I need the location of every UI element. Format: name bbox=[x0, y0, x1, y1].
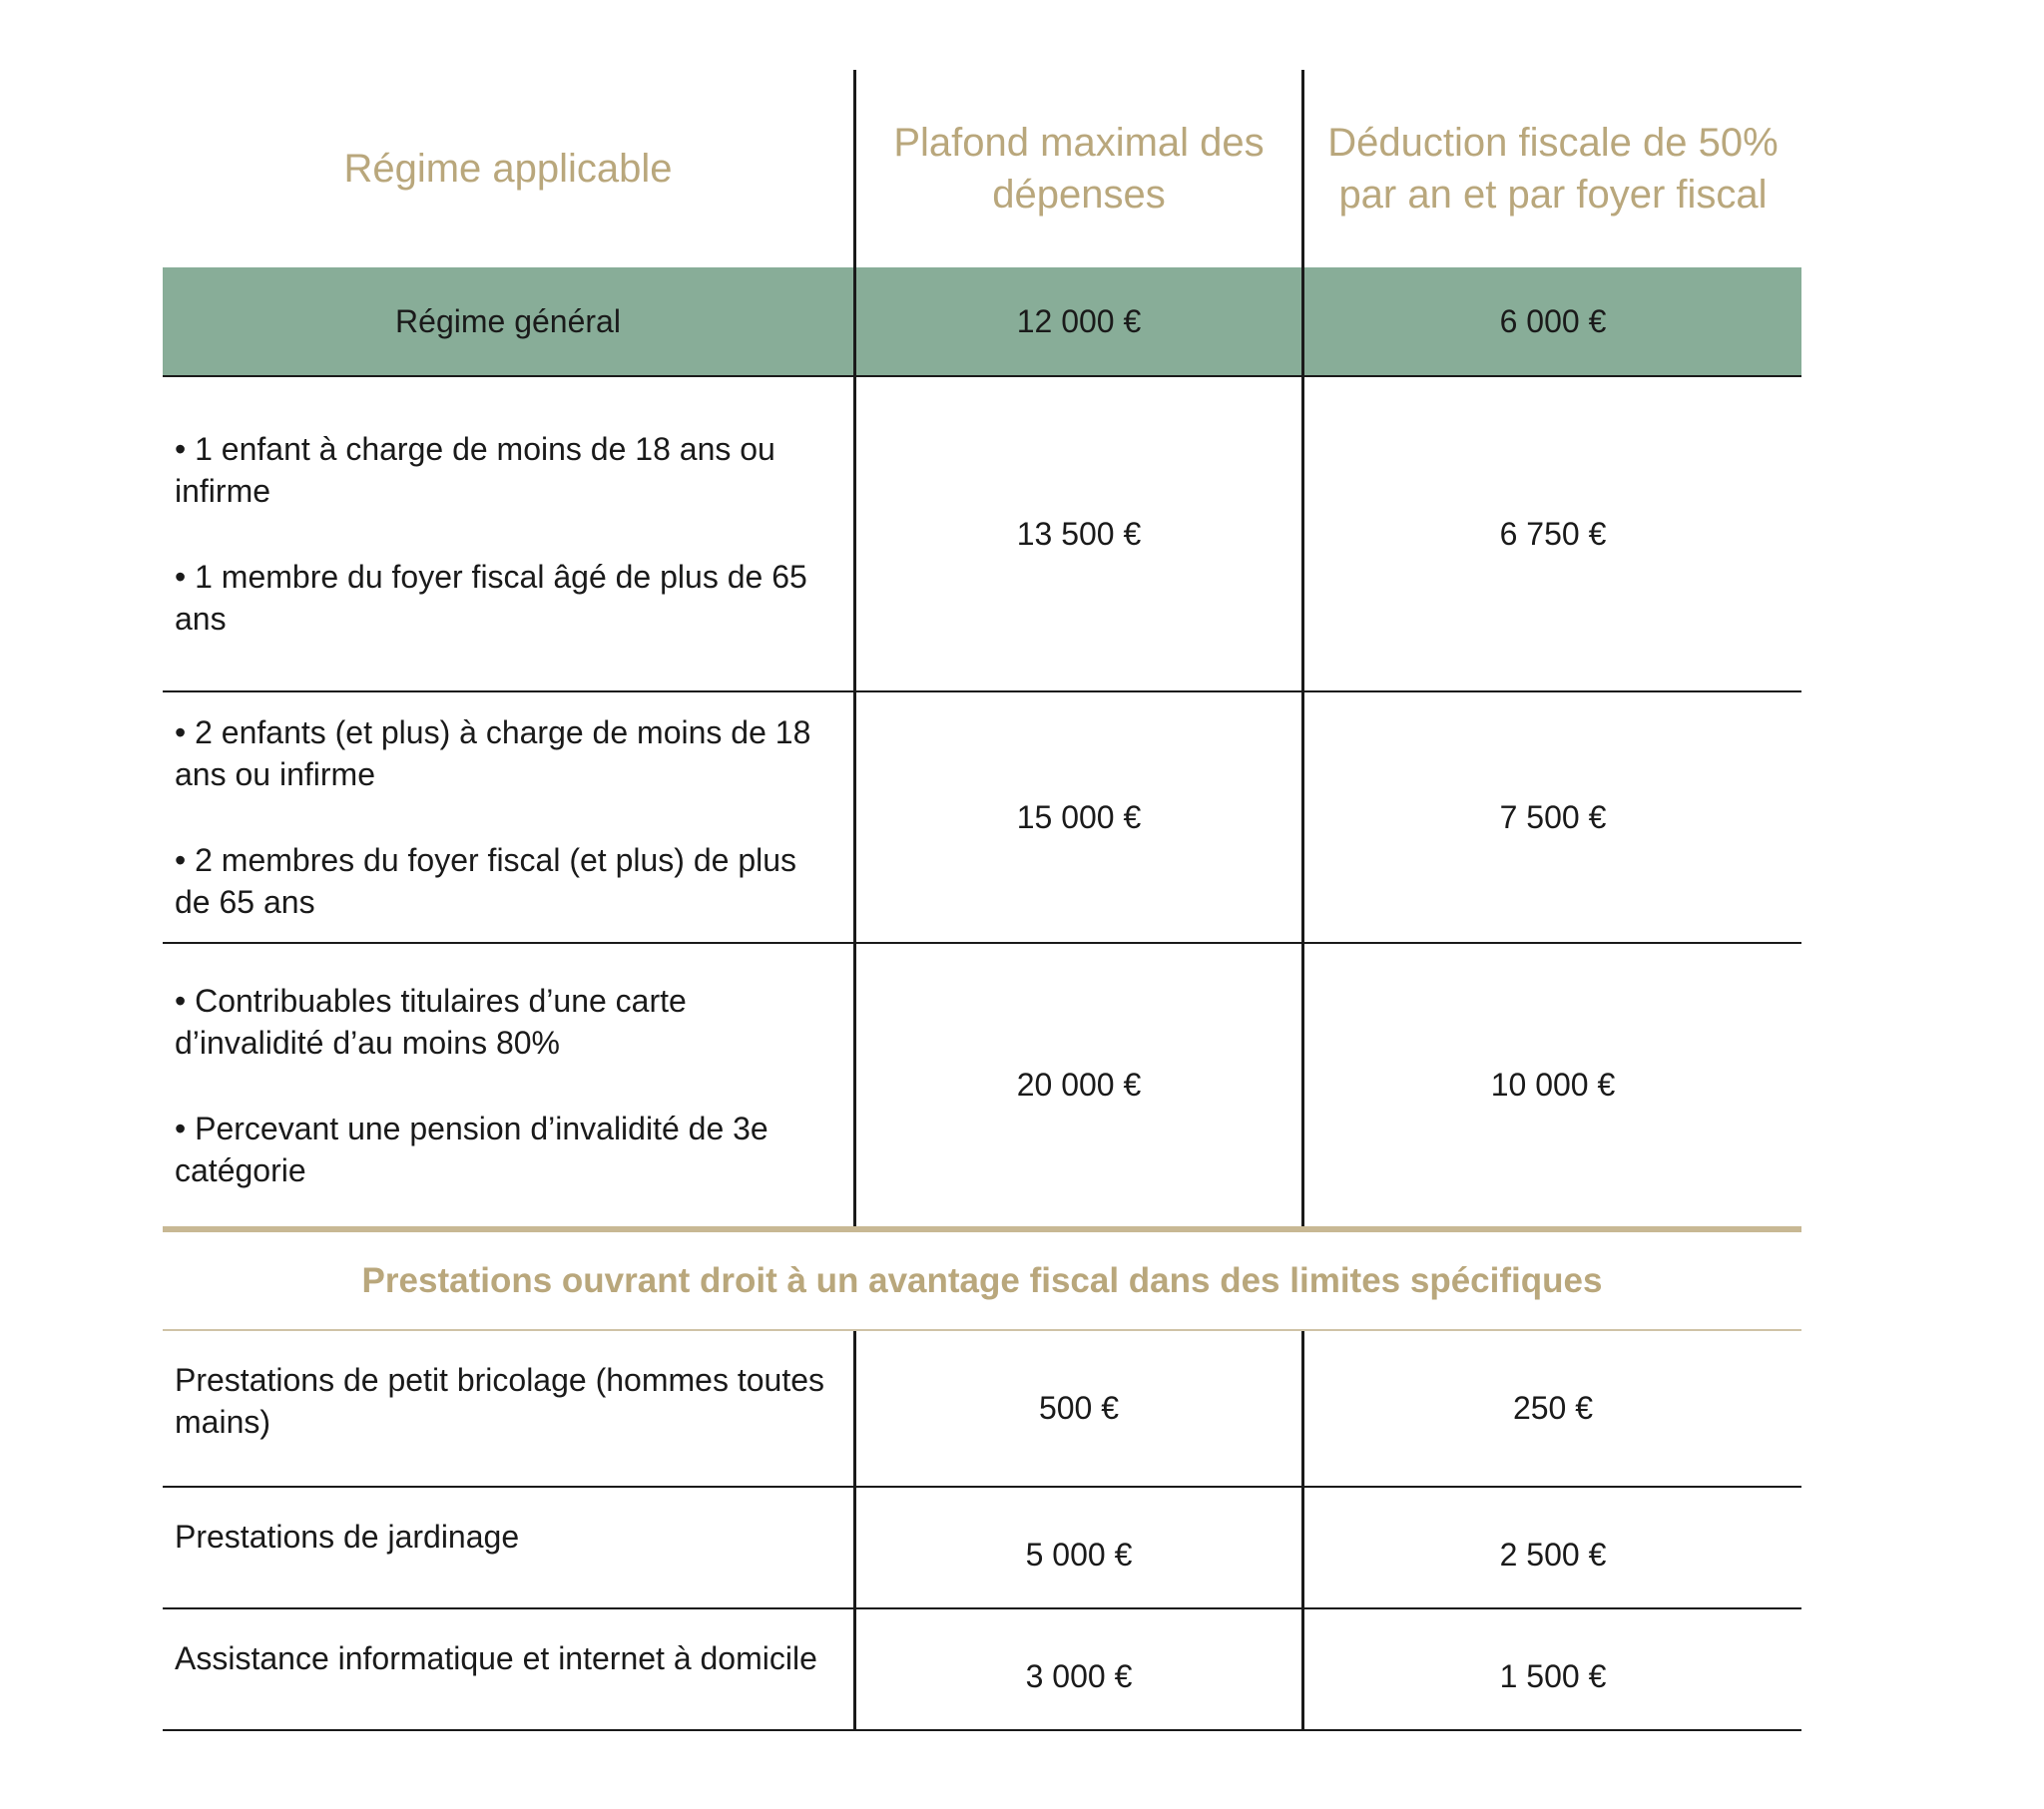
table-row bbox=[163, 944, 1801, 1226]
row-plafond: 500 € bbox=[853, 1331, 1301, 1486]
criteria-line: • 2 enfants (et plus) à charge de moins de 18 ans ou infirme bbox=[175, 714, 811, 792]
general-label: Régime général bbox=[395, 302, 621, 339]
row-plafond: 5 000 € bbox=[853, 1488, 1301, 1607]
criteria-line: • 1 membre du foyer fiscal âgé de plus de 65 ans bbox=[175, 559, 807, 637]
criteria-line: • 1 enfant à charge de moins de 18 ans ou infirme bbox=[175, 431, 775, 509]
row-criteria bbox=[163, 944, 853, 1226]
table-row bbox=[163, 692, 1801, 944]
row-deduction: 10 000 € bbox=[1301, 944, 1801, 1226]
row-label: Prestations de petit bricolage (hommes toutes mains) bbox=[175, 1362, 824, 1440]
row-label: Assistance informatique et internet à domicile bbox=[175, 1640, 817, 1676]
row-plafond: 20 000 € bbox=[853, 944, 1301, 1226]
criteria-line: • 2 membres du foyer fiscal (et plus) de plus de 65 ans bbox=[175, 842, 797, 920]
criteria-line: • Percevant une pension d’invalidité de 3e catégorie bbox=[175, 1110, 768, 1188]
section-title: Prestations ouvrant droit à un avantage fiscal dans des limites spécifiques bbox=[361, 1260, 1603, 1300]
table-row bbox=[163, 1488, 1801, 1609]
header-deduction: Déduction fiscale de 50% par an et par foyer fiscal bbox=[1301, 70, 1801, 267]
row-plafond: 15 000 € bbox=[853, 692, 1301, 942]
row-criteria bbox=[163, 692, 853, 942]
general-deduction: 6 000 € bbox=[1301, 267, 1801, 375]
table-header-row bbox=[163, 70, 1801, 267]
criteria-line: • Contribuables titulaires d’une carte d’invalidité d’au moins 80% bbox=[175, 982, 687, 1061]
table-row bbox=[163, 377, 1801, 692]
row-deduction: 7 500 € bbox=[1301, 692, 1801, 942]
row-label: Prestations de jardinage bbox=[175, 1519, 520, 1555]
row-plafond: 13 500 € bbox=[853, 377, 1301, 690]
row-deduction: 2 500 € bbox=[1301, 1488, 1801, 1607]
row-deduction: 6 750 € bbox=[1301, 377, 1801, 690]
section-header bbox=[163, 1232, 1801, 1331]
general-regime-row bbox=[163, 267, 1801, 377]
row-criteria bbox=[163, 377, 853, 690]
general-plafond: 12 000 € bbox=[853, 267, 1301, 375]
row-plafond: 3 000 € bbox=[853, 1609, 1301, 1729]
tax-deduction-table bbox=[163, 70, 1801, 1731]
table-row bbox=[163, 1609, 1801, 1731]
row-deduction: 1 500 € bbox=[1301, 1609, 1801, 1729]
row-deduction: 250 € bbox=[1301, 1331, 1801, 1486]
table-row bbox=[163, 1331, 1801, 1488]
header-plafond: Plafond maximal des dépenses bbox=[853, 70, 1301, 267]
header-regime: Régime applicable bbox=[343, 147, 673, 191]
